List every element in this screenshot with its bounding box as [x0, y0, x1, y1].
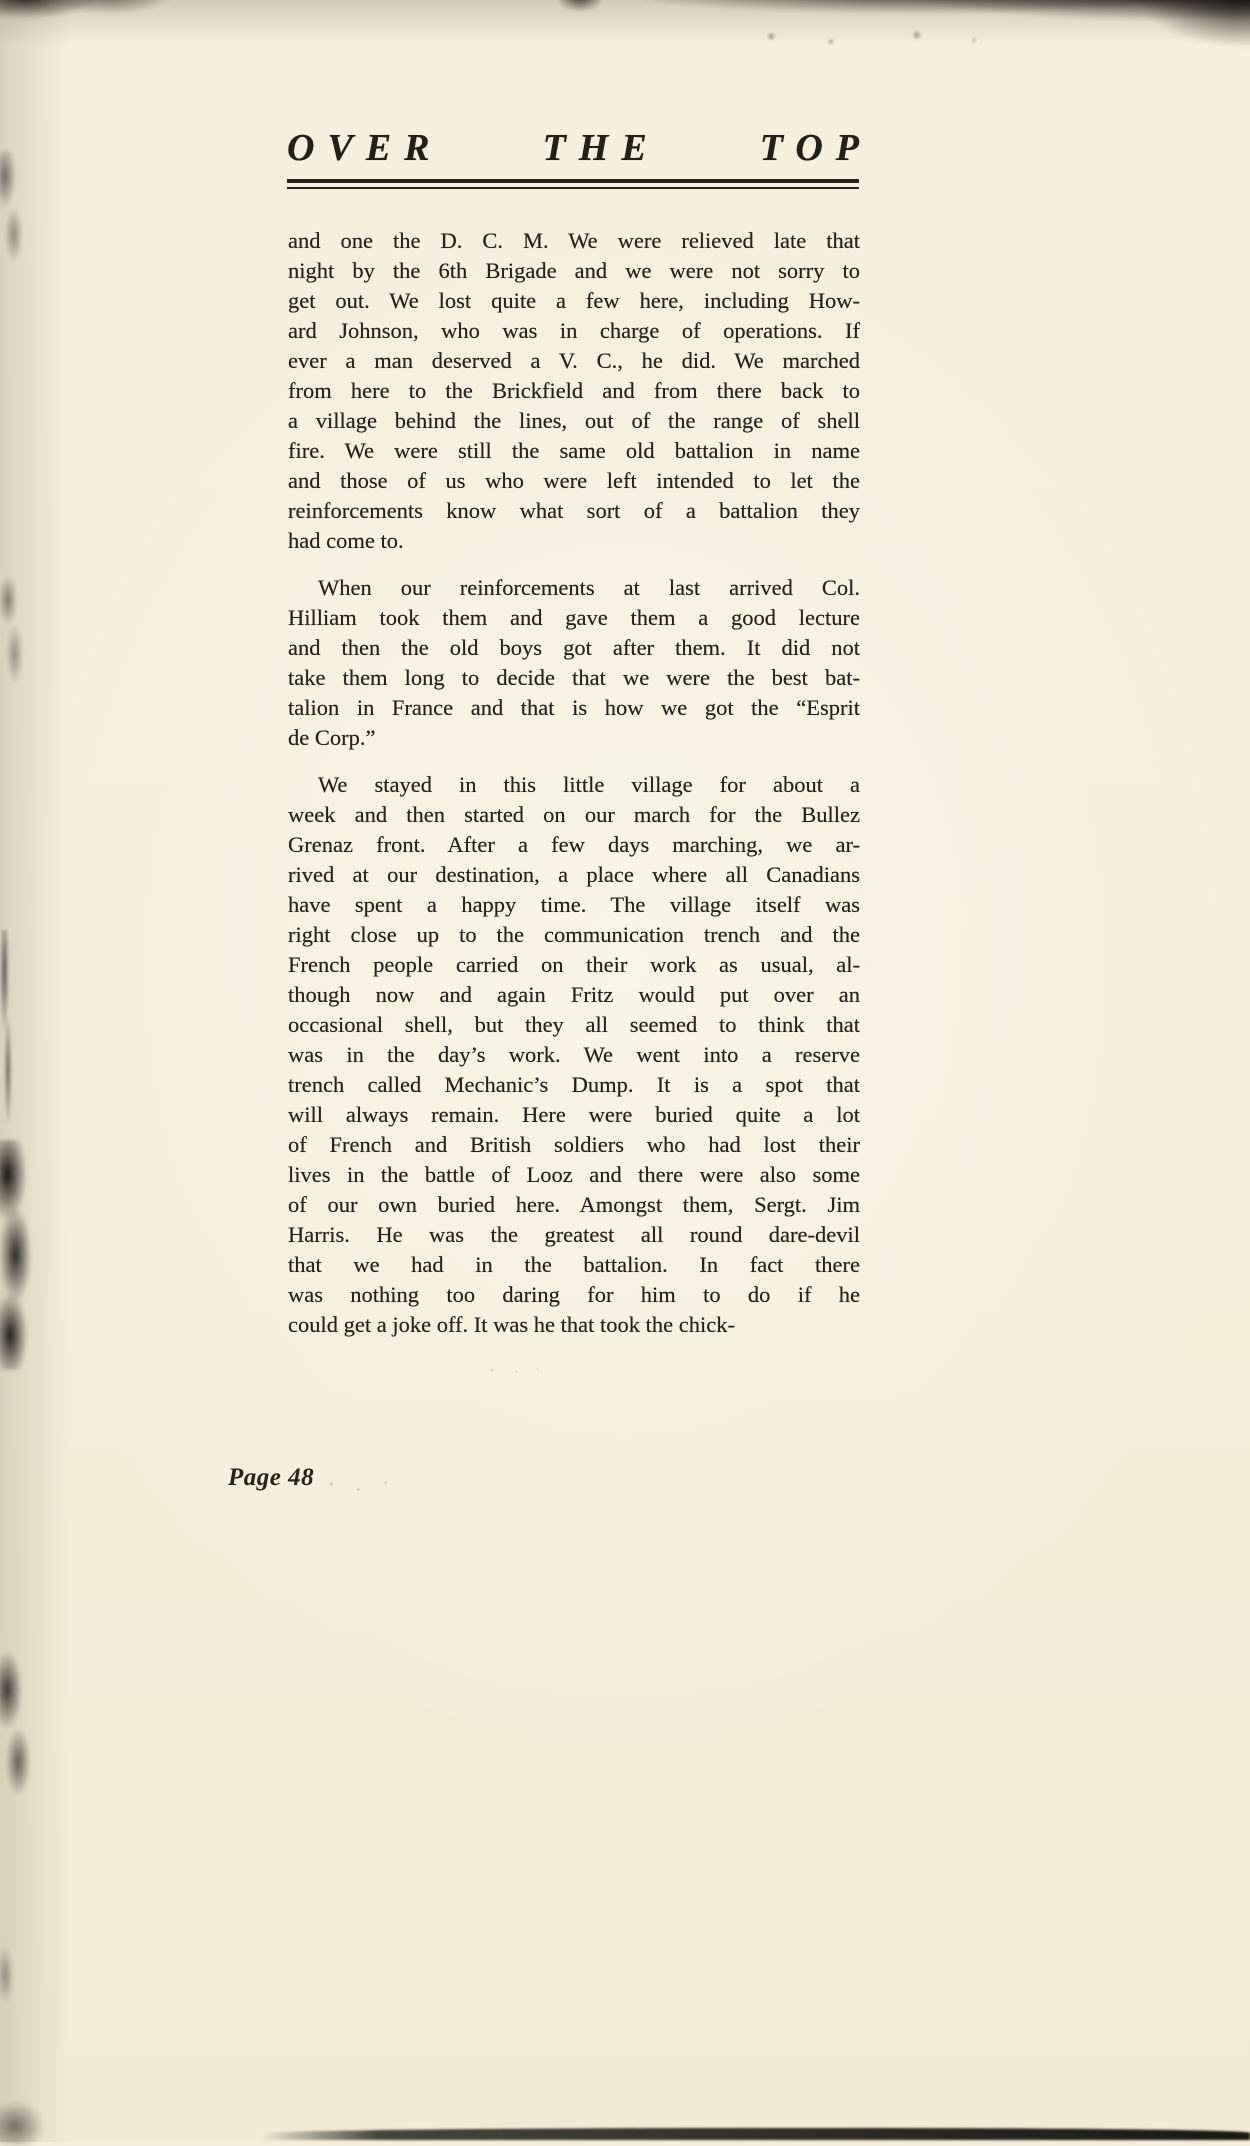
text-line: fire. We were still the same old battalion in name [288, 438, 860, 463]
text-line: a village behind the lines, out of the range of shell [288, 408, 860, 433]
text-line: talion in France and that is how we got the “Esprit [288, 695, 860, 720]
text-line: rived at our destination, a place where all Canadians [288, 862, 860, 887]
text-line: had come to. [288, 528, 404, 553]
text-line: though now and again Fritz would put over an [288, 982, 860, 1007]
body-text [288, 226, 860, 1357]
text-line: trench called Mechanic’s Dump. It is a spot that [288, 1072, 860, 1097]
running-head-word: TOP [759, 127, 872, 169]
scan-artifact-bottom-line [260, 2128, 1250, 2140]
text-line: night by the 6th Brigade and we were not sorry to [288, 258, 860, 283]
text-line: occasional shell, but they all seemed to think that [288, 1012, 860, 1037]
text-line: ard Johnson, who was in charge of operations. If [288, 318, 860, 343]
text-line: week and then started on our march for the Bullez [288, 802, 860, 827]
text-line: and one the D. C. M. We were relieved late that [288, 228, 860, 253]
text-line: was in the day’s work. We went into a reserve [288, 1042, 860, 1067]
running-head-word: OVER [287, 127, 443, 169]
paragraph [288, 573, 860, 753]
text-line: We stayed in this little village for about a [318, 772, 860, 797]
text-line: get out. We lost quite a few here, including How- [288, 288, 860, 313]
text-line: French people carried on their work as usual, al- [288, 952, 860, 977]
text-line: have spent a happy time. The village itself was [288, 892, 860, 917]
text-line: could get a joke off. It was he that took the chick- [288, 1312, 735, 1337]
text-line: right close up to the communication trench and the [288, 922, 860, 947]
scan-artifact-mid-dots [478, 1362, 548, 1378]
text-line: Grenaz front. After a few days marching, we ar- [288, 832, 860, 857]
running-head-title [287, 127, 872, 170]
page-number-label: Page 48 [228, 1464, 315, 1491]
text-line: reinforcements know what sort of a battalion they [288, 498, 860, 523]
text-line: of our own buried here. Amongst them, Sergt. Jim [288, 1192, 860, 1217]
page-edge-shadow-top [0, 0, 1250, 46]
running-head-word: THE [542, 127, 660, 169]
text-line: de Corp.” [288, 725, 376, 750]
text-line: will always remain. Here were buried quite a lot [288, 1102, 860, 1127]
text-line: ever a man deserved a V. C., he did. We marched [288, 348, 860, 373]
text-line: Hilliam took them and gave them a good lecture [288, 605, 860, 630]
text-line: Harris. He was the greatest all round dare-devil [288, 1222, 860, 1247]
scan-artifact-footer-speckles [318, 1474, 408, 1496]
text-line: When our reinforcements at last arrived Col. [318, 575, 860, 600]
text-line: of French and British soldiers who had lost their [288, 1132, 860, 1157]
text-line: and then the old boys got after them. It did not [288, 635, 860, 660]
paragraph [288, 770, 860, 1340]
paragraph [288, 226, 860, 556]
header-double-rule [287, 179, 859, 189]
text-line: that we had in the battalion. In fact there [288, 1252, 860, 1277]
text-line: take them long to decide that we were the best bat- [288, 665, 860, 690]
text-line: was nothing too daring for him to do if he [288, 1282, 860, 1307]
text-line: lives in the battle of Looz and there were also some [288, 1162, 860, 1187]
text-line: from here to the Brickfield and from there back to [288, 378, 860, 403]
page-edge-shadow-left [0, 0, 70, 2142]
text-line: and those of us who were left intended to let the [288, 468, 860, 493]
